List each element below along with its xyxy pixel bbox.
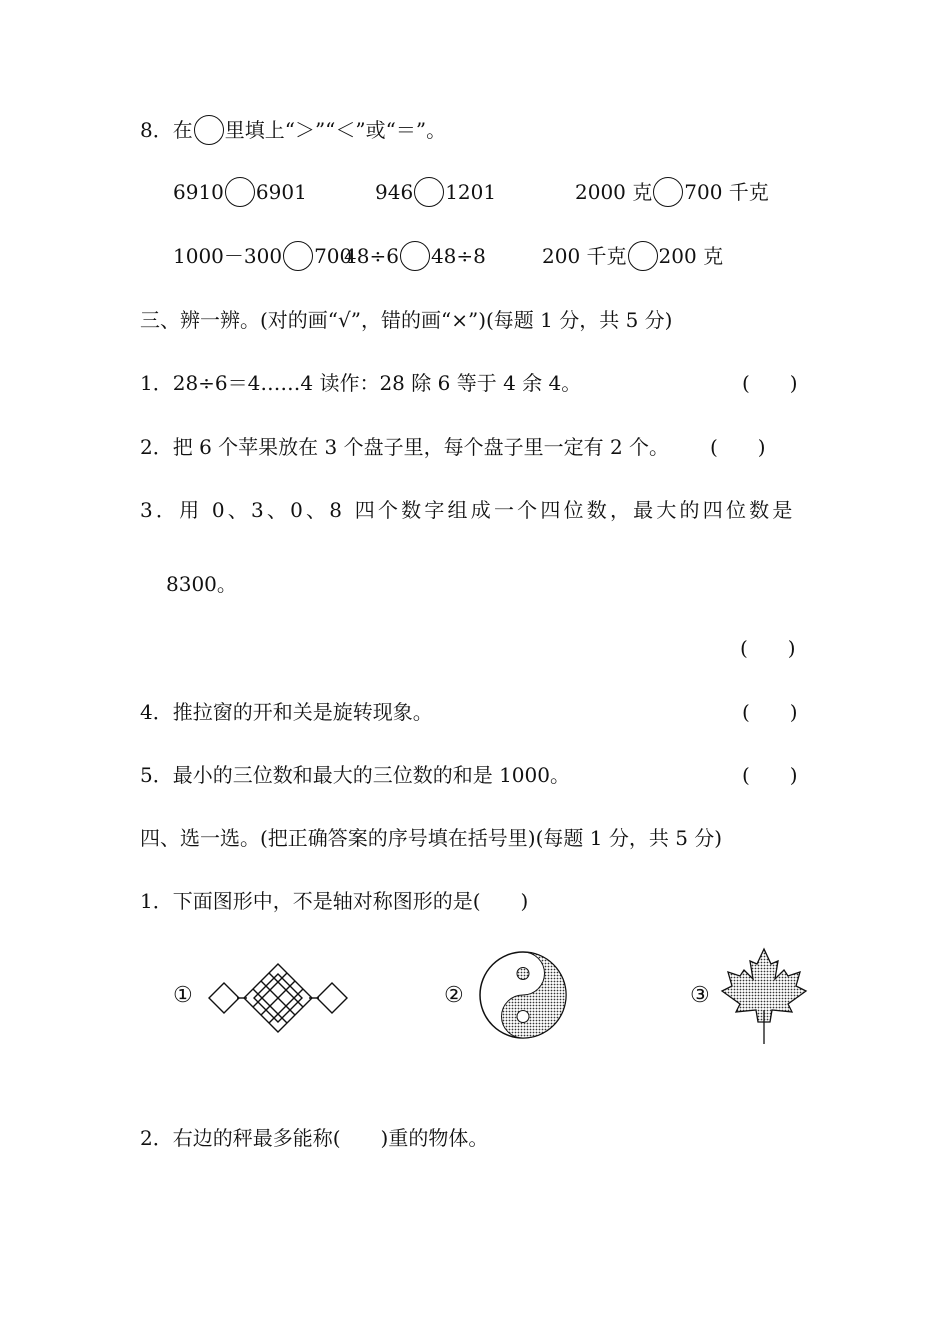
answer-circle[interactable] xyxy=(225,177,255,207)
compare-right: 700 xyxy=(314,244,353,268)
answer-paren[interactable]: ( ) xyxy=(710,435,766,459)
option-2-label[interactable]: ② xyxy=(444,983,464,1008)
answer-circle[interactable] xyxy=(414,177,444,207)
compare-right: 6901 xyxy=(255,180,307,204)
s3-item-1: 1．28÷6＝4……4 读作：28 除 6 等于 4 余 4。 xyxy=(140,371,582,395)
answer-paren[interactable]: ( ) xyxy=(742,371,798,395)
s3-item-3-cont: 8300。 xyxy=(166,572,237,596)
chinese-knot-icon xyxy=(207,962,349,1034)
answer-circle[interactable] xyxy=(283,241,313,271)
s3-item-3: 3．用 0、3、0、8 四个数字组成一个四位数，最大的四位数是 xyxy=(140,498,796,522)
q8-row2-item3 xyxy=(542,242,723,271)
compare-left: 1000－300 xyxy=(173,244,283,268)
s4-q2: 2．右边的秤最多能称( )重的物体。 xyxy=(140,1126,489,1150)
compare-right: 200 克 xyxy=(658,244,724,268)
option-1-label[interactable]: ① xyxy=(173,983,193,1008)
compare-left: 48÷6 xyxy=(344,244,399,268)
section3-heading: 三、辨一辨。(对的画“√”，错的画“×”)(每题 1 分，共 5 分) xyxy=(140,308,673,332)
compare-right: 1201 xyxy=(445,180,497,204)
s3-item-5: 5．最小的三位数和最大的三位数的和是 1000。 xyxy=(140,763,570,787)
option-3-label[interactable]: ③ xyxy=(690,983,710,1008)
answer-paren[interactable]: ( ) xyxy=(742,763,798,787)
compare-left: 200 千克 xyxy=(542,244,627,268)
q8-row1-item2 xyxy=(375,178,496,207)
answer-paren[interactable]: ( ) xyxy=(742,700,798,724)
q8-prefix: 8．在 xyxy=(140,118,193,142)
answer-circle[interactable] xyxy=(653,177,683,207)
q8-title xyxy=(140,116,446,145)
q8-row1-item3 xyxy=(575,178,769,207)
compare-right: 48÷8 xyxy=(430,244,486,268)
q8-row1-item1 xyxy=(173,178,307,207)
q8-suffix: 里填上“＞”“＜”或“＝”。 xyxy=(224,118,447,142)
compare-left: 2000 克 xyxy=(575,180,653,204)
s3-item-4: 4．推拉窗的开和关是旋转现象。 xyxy=(140,700,433,724)
s3-item-2: 2．把 6 个苹果放在 3 个盘子里，每个盘子里一定有 2 个。 xyxy=(140,435,670,459)
q8-row2-item2 xyxy=(344,242,486,271)
answer-circle[interactable] xyxy=(628,241,658,271)
maple-leaf-icon xyxy=(718,946,808,1046)
answer-paren[interactable]: ( ) xyxy=(740,636,796,660)
section4-heading: 四、选一选。(把正确答案的序号填在括号里)(每题 1 分，共 5 分) xyxy=(140,826,723,850)
compare-left: 946 xyxy=(375,180,414,204)
compare-right: 700 千克 xyxy=(684,180,769,204)
compare-left: 6910 xyxy=(173,180,224,204)
s4-q1: 1．下面图形中，不是轴对称图形的是( ) xyxy=(140,889,529,913)
answer-circle[interactable] xyxy=(400,241,430,271)
blank-circle[interactable] xyxy=(194,115,224,145)
q8-row2-item1 xyxy=(173,242,352,271)
yin-yang-icon xyxy=(478,950,568,1040)
